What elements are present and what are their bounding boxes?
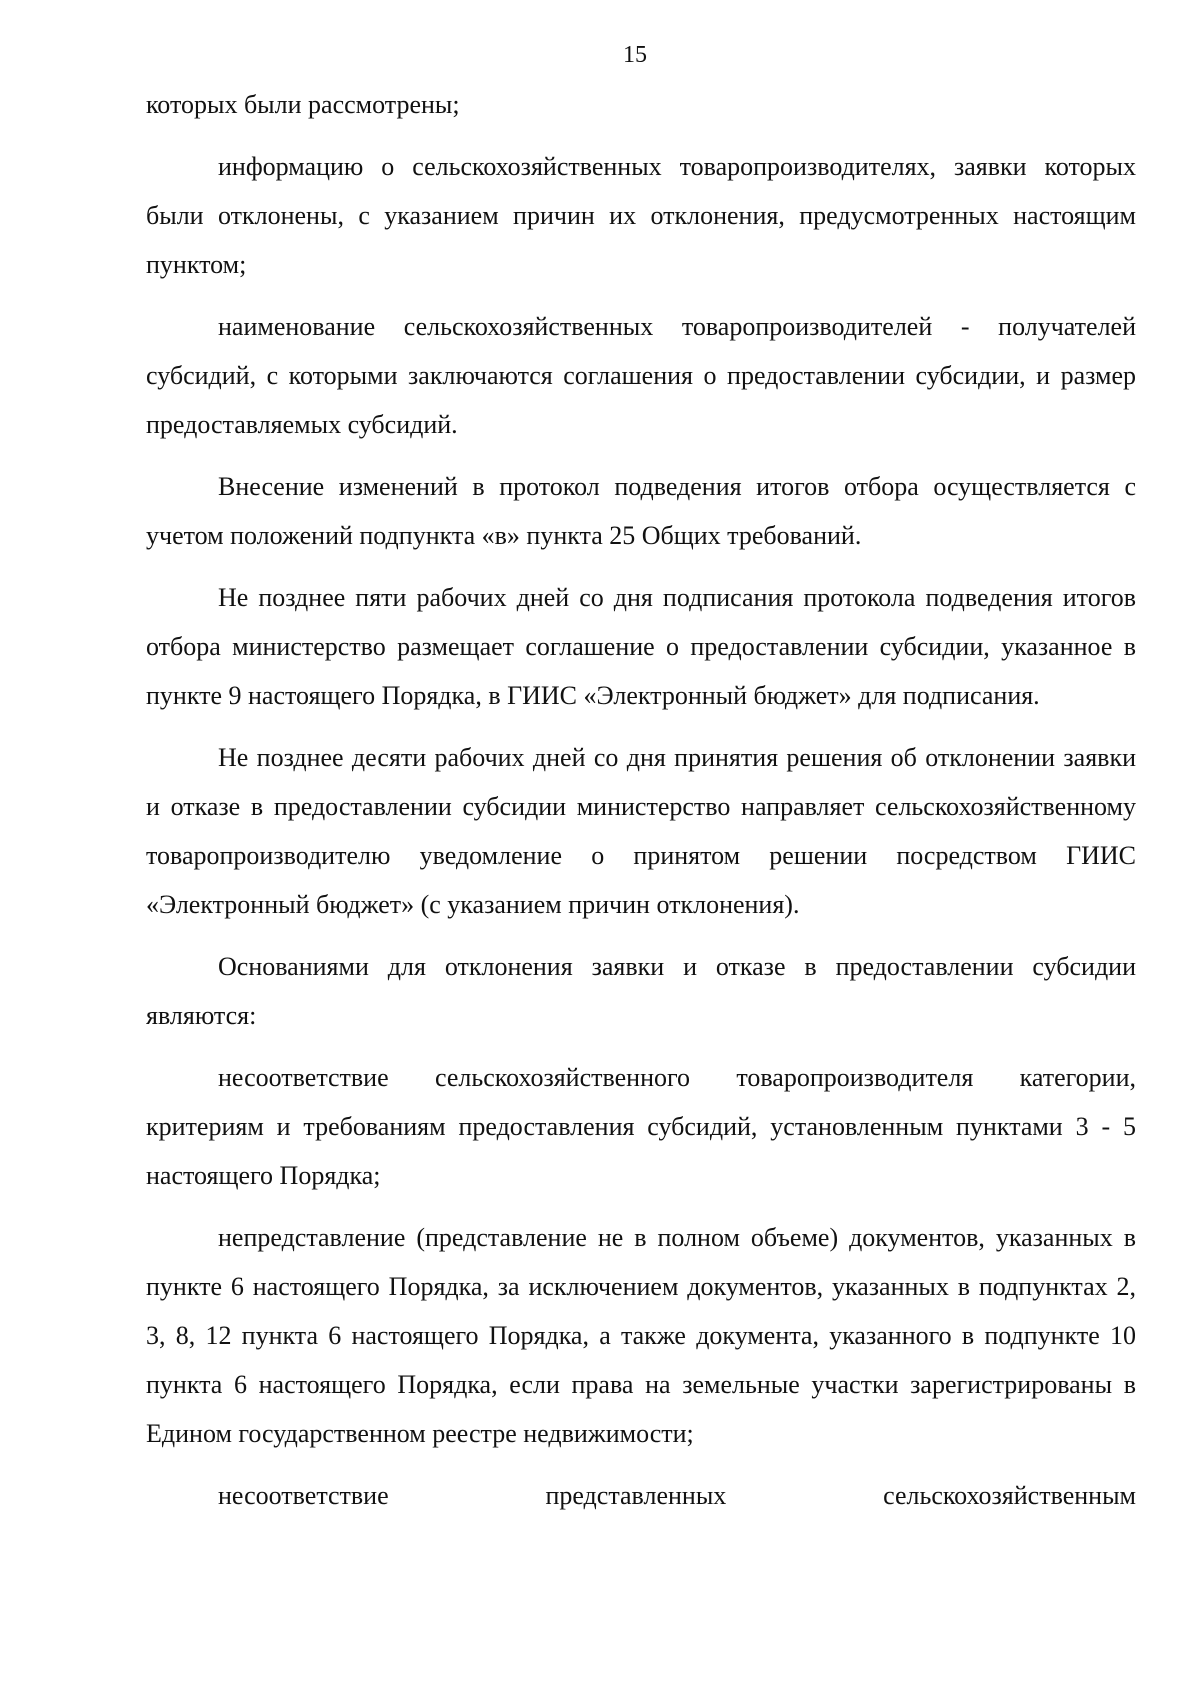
paragraph: несоответствие представленных сельскохозяйственным [218,1481,1136,1510]
paragraph: информацию о сельскохозяйственных товаропроизводителях, заявки которых были отклонены, с указанием причин их отклонения, предусмотренных настоящим пунктом; [146,152,1136,279]
paragraph: Основаниями для отклонения заявки и отказе в предоставлении субсидии являются: [146,952,1136,1030]
paragraph: несоответствие сельскохозяйственного товаропроизводителя категории, критериям и требованиям предоставления субсидий, установленным пунктами 3 - 5 настоящего Порядка; [146,1063,1136,1190]
paragraph: наименование сельскохозяйственных товаропроизводителей - получателей субсидий, с которыми заключаются соглашения о предоставлении субсидии, и размер предоставляемых субсидий. [146,312,1136,439]
paragraph: непредставление (представление не в полном объеме) документов, указанных в пункте 6 настоящего Порядка, за исключением документов, указанных в подпунктах 2, 3, 8, 12 пункта 6 настоящего Порядка, а также документа, указанного в подпункте 10 пункта 6 настоящего Порядка, если права на земельные участки зарегистрированы в Едином государственном реестре недвижимости; [146,1223,1136,1448]
paragraph: Внесение изменений в протокол подведения итогов отбора осуществляется с учетом положений подпункта «в» пункта 25 Общих требований. [146,472,1136,550]
page-number: 15 [623,42,647,68]
document-body [146,80,1136,1533]
paragraph: которых были рассмотрены; [146,90,460,119]
paragraph: Не позднее десяти рабочих дней со дня принятия решения об отклонении заявки и отказе в предоставлении субсидии министерство направляет сельскохозяйственному товаропроизводителю уведомление о принятом решении посредством ГИИС «Электронный бюджет» (с указанием причин отклонения). [146,743,1136,919]
paragraph: Не позднее пяти рабочих дней со дня подписания протокола подведения итогов отбора министерство размещает соглашение о предоставлении субсидии, указанное в пункте 9 настоящего Порядка, в ГИИС «Электронный бюджет» для подписания. [146,583,1136,710]
